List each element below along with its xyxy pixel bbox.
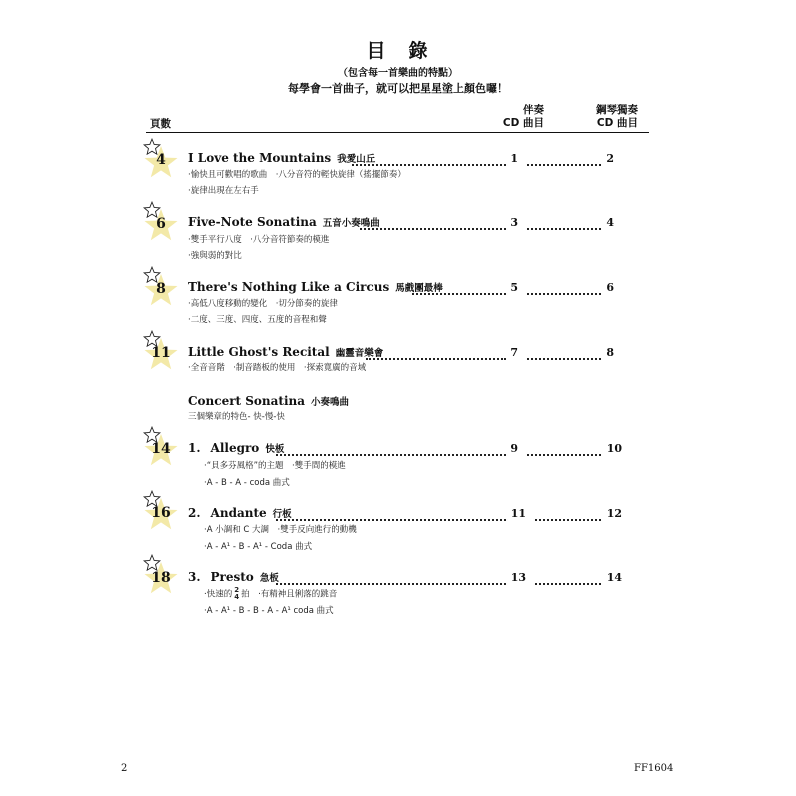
feature-note-part2: 拍 ·有精神且俐落的跳音 <box>241 589 338 600</box>
dot-leader <box>352 152 506 166</box>
movement-title-en: Andante <box>210 506 267 520</box>
movement-title-en: Presto <box>210 570 254 584</box>
time-signature <box>234 587 239 601</box>
feature-note-part1: ·快速的 <box>204 589 233 600</box>
feature-note: ·A - A¹ - B - B - A - A¹ coda 曲式 <box>204 606 334 616</box>
section-title-en: Concert Sonatina <box>188 394 306 408</box>
page-number: 16 <box>151 505 171 521</box>
dot-leader <box>276 507 506 521</box>
accompaniment-track: 1 <box>510 152 518 165</box>
movement-number: 3. <box>188 570 201 584</box>
solo-track: 12 <box>606 507 622 520</box>
header-divider <box>146 132 649 133</box>
entry-title-en: Five-Note Sonatina <box>188 215 317 229</box>
dot-leader <box>527 281 601 295</box>
section-title <box>188 394 349 408</box>
entry-title[interactable] <box>188 151 375 165</box>
subtitle: （包含每一首樂曲的特點） <box>338 68 458 79</box>
page-number: 6 <box>156 216 166 232</box>
page-number: 11 <box>151 345 171 361</box>
instruction: 每學會一首曲子，就可以把星星塗上顏色囉！ <box>288 82 508 95</box>
movement-title-cn: 快板 <box>265 444 285 455</box>
movement-number: 2. <box>188 506 201 520</box>
column-header-solo-line1: 鋼琴獨奏 <box>596 104 638 116</box>
solo-track: 2 <box>606 152 614 165</box>
entry-title-cn: 五音小奏鳴曲 <box>322 218 380 229</box>
accompaniment-track: 7 <box>510 346 518 359</box>
dot-leader <box>535 507 601 521</box>
accompaniment-track: 3 <box>510 216 518 229</box>
dot-leader <box>527 216 601 230</box>
time-signature-top: 2 <box>234 586 240 594</box>
feature-note: ·“貝多芬風格”的主題 ·雙手間的模進 <box>204 461 346 471</box>
catalog-code: FF1604 <box>634 763 674 774</box>
feature-note: ·旋律出現在左右手 <box>188 186 259 196</box>
feature-note: ·雙手平行八度 ·八分音符節奏的模進 <box>188 235 330 245</box>
page-number: 4 <box>156 152 166 168</box>
feature-note: ·愉快且可歡唱的歌曲 ·八分音符的輕快旋律（搖擺節奏） <box>188 170 406 180</box>
column-header-solo-line2: CD 曲目 <box>596 117 638 129</box>
feature-note <box>204 587 337 601</box>
dot-leader <box>366 346 506 360</box>
feature-note: ·A - A¹ - B - A¹ - Coda 曲式 <box>204 542 313 552</box>
dot-leader <box>535 571 601 585</box>
feature-note: ·全音音階 ·制音踏板的使用 ·探索寬廣的音域 <box>188 363 367 373</box>
solo-track: 4 <box>606 216 614 229</box>
entry-title-en: I Love the Mountains <box>188 151 332 165</box>
entry-title[interactable] <box>188 280 443 294</box>
solo-track: 6 <box>606 281 614 294</box>
entry-title-cn: 幽靈音樂會 <box>335 348 384 359</box>
dot-leader <box>527 346 601 360</box>
entry-title-cn: 我愛山丘 <box>337 154 376 165</box>
movement-number: 1. <box>188 441 201 455</box>
accompaniment-track: 5 <box>510 281 518 294</box>
movement-title-cn: 急板 <box>259 573 279 584</box>
column-header-accompaniment-line1: 伴奏 <box>523 104 544 116</box>
entry-title[interactable] <box>188 345 383 359</box>
solo-track: 14 <box>606 571 622 584</box>
page-number: 18 <box>151 570 171 586</box>
dot-leader <box>360 216 506 230</box>
entry-title[interactable] <box>188 215 380 229</box>
feature-note: ·A - B - A - coda 曲式 <box>204 478 290 488</box>
page-column-label: 頁數 <box>150 118 171 130</box>
feature-note: ·強與弱的對比 <box>188 251 242 261</box>
dot-leader <box>276 571 506 585</box>
dot-leader <box>276 442 506 456</box>
solo-track: 10 <box>606 442 622 455</box>
movement-title-cn: 行板 <box>272 509 292 520</box>
page-title: 目 錄 <box>366 40 430 62</box>
time-signature-bottom: 4 <box>234 593 240 601</box>
feature-note: ·高低八度移動的變化 ·切分節奏的旋律 <box>188 299 338 309</box>
section-description: 三個樂章的特色- 快-慢-快 <box>188 412 285 422</box>
entry-title-cn: 馬戲團最棒 <box>395 283 443 294</box>
page-number: 8 <box>156 281 166 297</box>
accompaniment-track: 9 <box>510 442 518 455</box>
accompaniment-track: 11 <box>510 507 526 520</box>
dot-leader <box>527 152 601 166</box>
feature-note: ·二度、三度、四度、五度的音程和聲 <box>188 315 327 325</box>
page-number: 14 <box>151 441 171 457</box>
entry-title-en: Little Ghost's Recital <box>188 345 330 359</box>
entry-title-en: There's Nothing Like a Circus <box>188 280 390 294</box>
movement-title[interactable] <box>188 441 284 455</box>
page-footer-number: 2 <box>121 763 128 774</box>
solo-track: 8 <box>606 346 614 359</box>
column-header-accompaniment-line2: CD 曲目 <box>502 117 544 129</box>
movement-title[interactable] <box>188 570 279 584</box>
dot-leader <box>412 281 506 295</box>
column-header-solo <box>568 104 638 130</box>
accompaniment-track: 13 <box>510 571 526 584</box>
feature-note: ·A 小調和 C 大調 ·雙手反向進行的動機 <box>204 525 357 535</box>
section-title-cn: 小奏鳴曲 <box>311 397 350 408</box>
dot-leader <box>527 442 601 456</box>
column-header-accompaniment <box>492 104 544 130</box>
movement-title-en: Allegro <box>210 441 260 455</box>
